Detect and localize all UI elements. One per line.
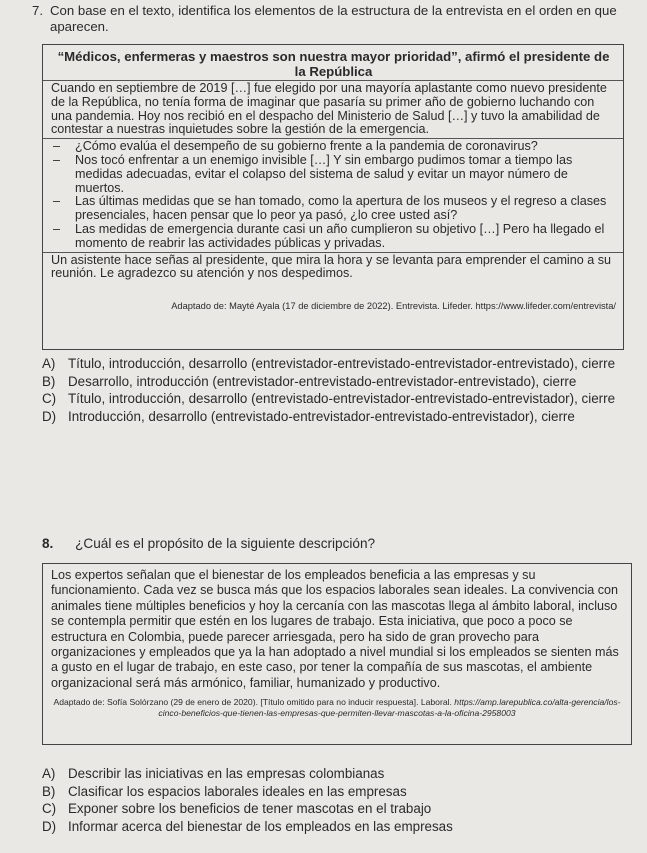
option-letter: B)	[42, 783, 56, 799]
option-d[interactable]	[42, 819, 632, 835]
option-letter: A)	[42, 766, 56, 781]
dialogue-line: – Las medidas de emergencia durante casi un año cumplieron su objetivo […] Pero ha llegado el momento de reabrir las actividades públicas y privadas.	[65, 223, 616, 251]
interview-closing: Un asistente hace señas al presidente, que mira la hora y se levanta para emprender el camino a su reunión. Le agradezco su atención y nos despedimos.	[43, 252, 623, 282]
question-8-prompt: ¿Cuál es el propósito de la siguiente descripción?	[75, 536, 376, 551]
passage-text: Los expertos señalan que el bienestar de los empleados beneficia a las empresas y su funcionamiento. Cada vez se busca más que los espacios laborales sean ideales. La convivencia con animales tiene múltiples beneficios y hoy la cercanía con las mascotas llega al ámbito laboral, incluso se contempla permitir que estén en los lugares de trabajo. Esta iniciativa, que poco a poco se estructura en Colombia, puede parecer arriesgada, pero ha sido de gran provecho para organizaciones y empleados que ya la han adoptado a nivel mundial si los empleados se sienten más a gusto en el lugar de trabajo, en este caso, por tener la compañía de sus mascotas, el ambiente organizacional será más armónico, familiar, humanizado y productivo.	[51, 568, 619, 690]
passage-citation	[51, 697, 623, 719]
interview-citation: Adaptado de: Mayté Ayala (17 de diciembre de 2022). Entrevista. Lifeder. https://www.lifeder.com/entrevista/	[171, 301, 616, 312]
option-text: Desarrollo, introducción (entrevistador-entrevistado-entrevistador-entrevistado), cierre	[68, 373, 577, 389]
option-b[interactable]	[42, 784, 632, 800]
question-7-number: 7.	[32, 3, 43, 18]
passage-box	[42, 563, 632, 745]
option-letter: B)	[42, 373, 56, 389]
option-letter: C)	[42, 801, 57, 816]
question-7-prompt: Con base en el texto, identifica los elementos de la estructura de la entrevista en el orden en que aparecen.	[50, 3, 617, 34]
option-text: Exponer sobre los beneficios de tener mascotas en el trabajo	[68, 801, 432, 816]
option-b[interactable]	[42, 374, 632, 390]
option-letter: D)	[42, 408, 57, 424]
interview-intro: Cuando en septiembre de 2019 […] fue elegido por una mayoría aplastante como nuevo presidente de la República, no tenía forma de imaginar que pasaría su primer año de gobierno luchando con una pandemia. Hoy nos recibió en el despacho del Ministerio de Salud […] y tuvo la amabilidad de contestar a nuestras inquietudes sobre la gestión de la emergencia.	[43, 80, 623, 137]
question-8-number: 8.	[42, 536, 54, 551]
passage-citation-text: Adaptado de: Sofía Solórzano (29 de enero de 2020). [Título omitido para no inducir respuesta]. Laboral.	[53, 697, 452, 708]
question-8-options	[42, 766, 632, 836]
dialogue-line: – ¿Cómo evalúa el desempeño de su gobierno frente a la pandemia de coronavirus?	[65, 140, 616, 154]
question-8	[42, 536, 375, 551]
passage-url: https://amp.larepublica.co/alta-gerencia/los-cinco-beneficios-que-tienen-las-empresas-que-permiten-llevar-mascotas-a-la-oficina-2958003	[158, 697, 621, 719]
option-a[interactable]	[42, 766, 632, 782]
interview-title: “Médicos, enfermeras y maestros son nuestra mayor prioridad”, afirmó el presidente de la República	[57, 49, 610, 79]
option-text: Introducción, desarrollo (entrevistado-entrevistador-entrevistado-entrevistador), cierre	[68, 408, 575, 424]
option-letter: D)	[42, 818, 57, 834]
option-c[interactable]	[42, 391, 632, 407]
dialogue-line: – Las últimas medidas que se han tomado, como la apertura de los museos y el regreso a clases presenciales, hacen pensar que lo peor ya pasó, ¿lo cree usted así?	[65, 195, 616, 223]
option-letter: C)	[42, 391, 57, 406]
option-text: Clasificar los espacios laborales ideales en las empresas	[68, 783, 407, 799]
option-text: Describir las iniciativas en las empresas colombianas	[68, 766, 385, 781]
dialogue-line: – Nos tocó enfrentar a un enemigo invisible […] Y sin embargo pudimos tomar a tiempo las medidas adecuadas, evitar el colapso del sistema de salud y evitar un mayor número de muertos.	[65, 154, 616, 195]
option-text: Informar acerca del bienestar de los empleados en las empresas	[68, 818, 453, 834]
interview-text-box	[42, 44, 624, 350]
option-c[interactable]	[42, 801, 632, 817]
question-7	[32, 3, 630, 35]
interview-dialogue	[43, 138, 623, 250]
option-d[interactable]	[42, 409, 632, 425]
option-a[interactable]	[42, 356, 632, 372]
question-7-options	[42, 356, 632, 426]
option-text: Título, introducción, desarrollo (entrevistado-entrevistador-entrevistado-entrevistador), cierre	[68, 391, 616, 406]
option-text: Título, introducción, desarrollo (entrevistador-entrevistado-entrevistador-entrevistado), cierre	[68, 356, 616, 371]
option-letter: A)	[42, 356, 56, 371]
